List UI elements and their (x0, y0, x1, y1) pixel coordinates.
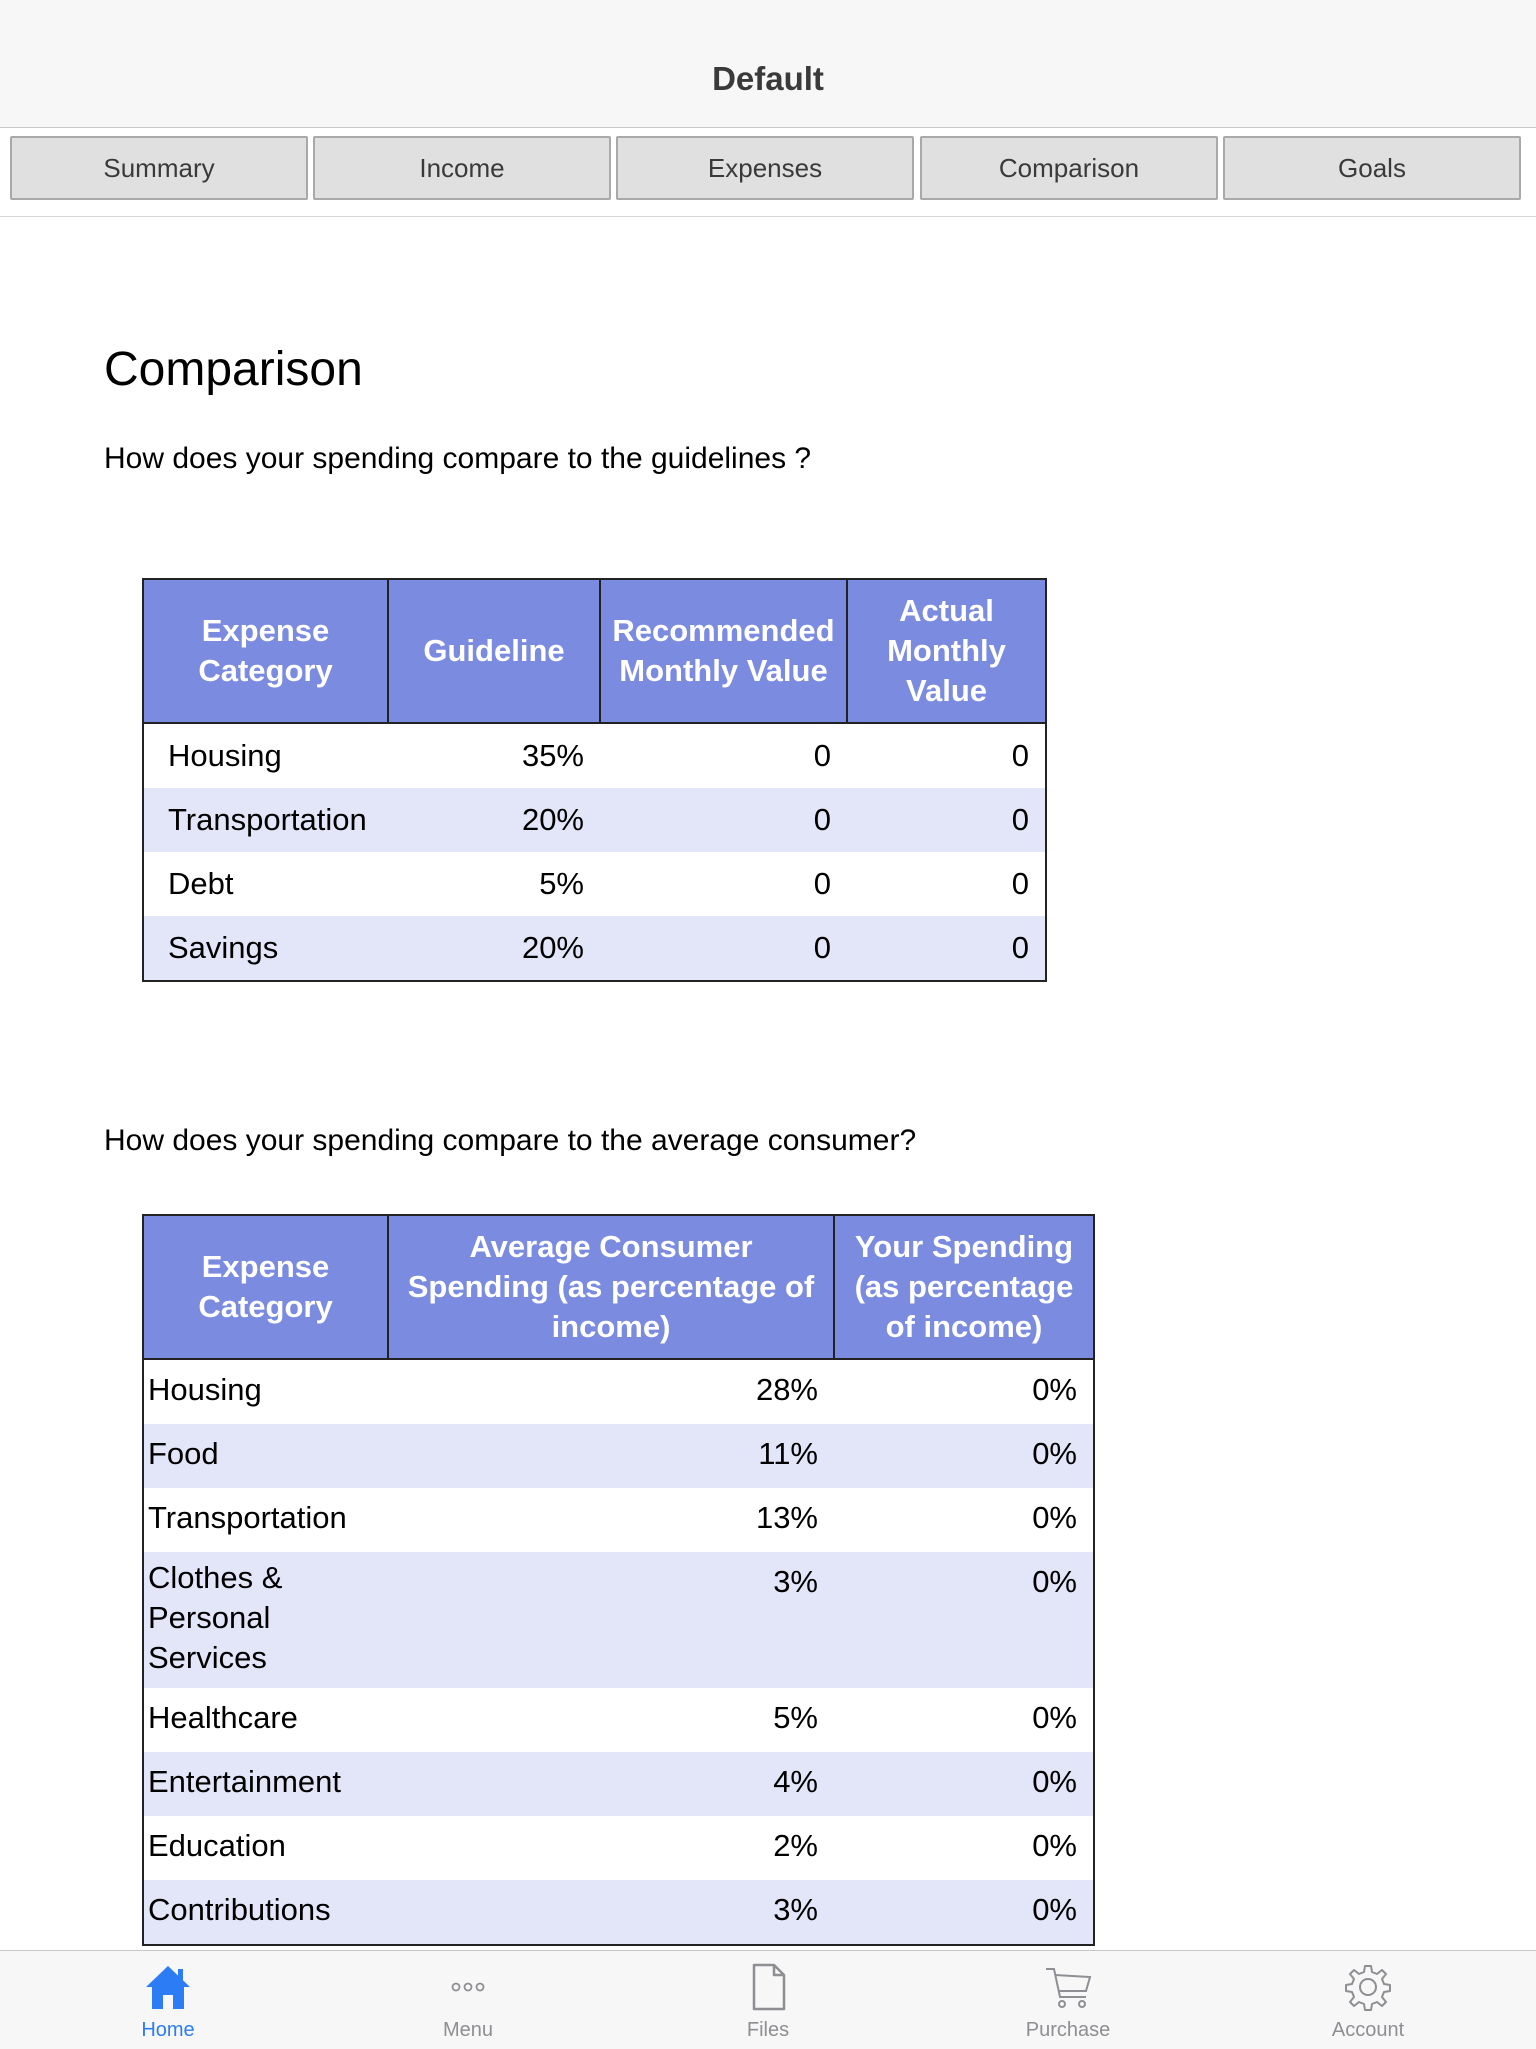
tab-comparison[interactable]: Comparison (920, 136, 1218, 200)
column-header: Average Consumer Spending (as percentage of income) (388, 1215, 834, 1359)
table-row (143, 723, 1046, 788)
table-row (143, 1816, 1094, 1880)
navigation-bar (0, 0, 1536, 128)
table-row (143, 1424, 1094, 1488)
bottom-tab-menu[interactable] (368, 1951, 568, 2049)
table-cell: 35% (521, 738, 584, 773)
tab-bar (0, 128, 1536, 217)
bottom-tab-bar (0, 1950, 1536, 2049)
nav-title: Default (712, 60, 824, 97)
bottom-tab-label: Account (1331, 2019, 1405, 2041)
table-cell: Housing (148, 1372, 262, 1407)
table-cell: Savings (143, 916, 388, 981)
table-cell: 20% (388, 916, 600, 981)
bottom-tab-account[interactable] (1268, 1951, 1468, 2049)
cart-icon (1042, 1961, 1094, 2013)
table-cell: 28% (755, 1372, 818, 1407)
table-row (143, 1552, 1094, 1688)
table-row (143, 1752, 1094, 1816)
table-cell: 0% (834, 1424, 1094, 1488)
table-cell: 3% (388, 1552, 834, 1688)
table-cell: Entertainment (143, 1752, 388, 1816)
table-cell: 0% (1032, 1828, 1077, 1863)
table-cell: Contributions (143, 1880, 388, 1945)
table-cell: 11% (388, 1424, 834, 1488)
bottom-tab-label: Menu (442, 2019, 494, 2041)
table-cell: 0 (847, 916, 1046, 981)
table-row (143, 1488, 1094, 1552)
bottom-tab-home[interactable] (68, 1951, 268, 2049)
column-header: Guideline (388, 579, 600, 723)
table-cell: 0 (813, 738, 831, 773)
table-cell: Transportation (148, 1500, 347, 1535)
bottom-tab-label: Home (141, 2019, 195, 2041)
table-cell: 0% (834, 1552, 1094, 1688)
table-row (143, 1880, 1094, 1945)
main-content[interactable] (0, 217, 1536, 1950)
column-header: Expense Category (143, 579, 388, 723)
document-icon (742, 1961, 794, 2013)
table-row (143, 852, 1046, 916)
column-header: Expense Category (143, 1215, 388, 1359)
guidelines-table (142, 578, 1047, 982)
guidelines-question: How does your spending compare to the guidelines ? (104, 442, 812, 475)
house-icon (142, 1961, 194, 2013)
table-cell: 0 (600, 788, 847, 852)
table-cell: Food (143, 1424, 388, 1488)
table-cell: 0% (1032, 1500, 1077, 1535)
table-cell: Housing (168, 738, 282, 773)
ellipsis-icon (442, 1961, 494, 2013)
table-cell: 0% (1032, 1372, 1077, 1407)
table-cell: 13% (755, 1500, 818, 1535)
page-title: Comparison (104, 343, 363, 396)
bottom-tab-files[interactable] (668, 1951, 868, 2049)
table-cell: 0 (1011, 738, 1029, 773)
tab-summary[interactable]: Summary (10, 136, 308, 200)
tab-income[interactable]: Income (313, 136, 611, 200)
table-cell: 5% (773, 1700, 818, 1735)
table-cell: 0% (834, 1880, 1094, 1945)
table-cell: 0% (834, 1752, 1094, 1816)
table-cell: 0 (847, 788, 1046, 852)
table-cell: 20% (388, 788, 600, 852)
column-header: Actual Monthly Value (847, 579, 1046, 723)
table-cell: Transportation (143, 788, 388, 852)
table-cell: 2% (773, 1828, 818, 1863)
table-row (143, 1359, 1094, 1424)
bottom-tab-purchase[interactable] (968, 1951, 1168, 2049)
column-header: Recommended Monthly Value (600, 579, 847, 723)
table-cell: 3% (388, 1880, 834, 1945)
column-header: Your Spending (as percentage of income) (834, 1215, 1094, 1359)
table-cell: Healthcare (148, 1700, 298, 1735)
bottom-tab-label: Purchase (1025, 2019, 1111, 2041)
gear-icon (1342, 1961, 1394, 2013)
table-cell: 5% (539, 866, 584, 901)
table-cell: 0 (1011, 866, 1029, 901)
consumer-question: How does your spending compare to the average consumer? (104, 1124, 917, 1157)
table-row (143, 916, 1046, 981)
table-cell: Education (148, 1828, 286, 1863)
table-cell: 0 (813, 866, 831, 901)
table-cell: 4% (388, 1752, 834, 1816)
tab-expenses[interactable]: Expenses (616, 136, 914, 200)
table-row (143, 788, 1046, 852)
consumer-comparison-table (142, 1214, 1095, 1946)
bottom-tab-label: Files (746, 2019, 790, 2041)
tab-goals[interactable]: Goals (1223, 136, 1521, 200)
table-row (143, 1688, 1094, 1752)
table-cell: 0% (1032, 1700, 1077, 1735)
table-cell: Debt (168, 866, 234, 901)
table-cell: Clothes & Personal Services (143, 1552, 388, 1688)
table-cell: 0 (600, 916, 847, 981)
